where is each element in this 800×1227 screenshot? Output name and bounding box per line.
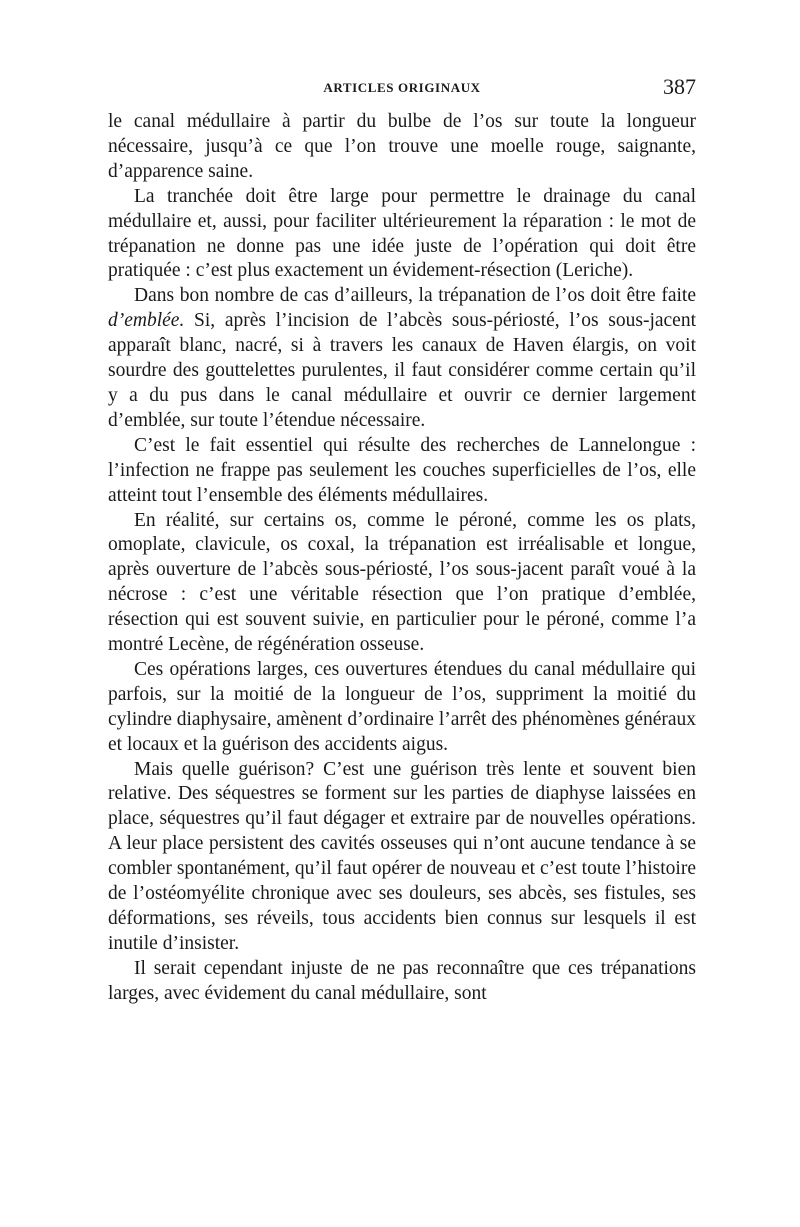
paragraph-6: Ces opérations larges, ces ouvertures étendues du canal médullaire qui parfois, sur la moitié de la longueur de l’os, suppriment la moitié du cylindre diaphysaire, amènent d’ordinaire l’arrêt des phénomènes généraux et locaux et la guérison des accidents aigus.: [108, 658, 696, 755]
paragraph-4: C’est le fait essentiel qui résulte des recherches de Lannelongue : l’infection ne frappe pas seulement les couches superficielles de l’os, elle atteint tout l’ensemble des éléments médullaires.: [108, 434, 696, 506]
paragraph-8: Il serait cependant injuste de ne pas reconnaître que ces trépanations larges, avec évidement du canal médullaire, sont: [108, 957, 696, 1004]
paragraph-3-part-1: Dans bon nombre de cas d’ailleurs, la trépanation de l’os doit être faite: [134, 285, 696, 307]
paragraph-3-emphasis: d’emblée.: [108, 310, 185, 332]
paragraph-3: [108, 284, 696, 433]
page-number: 387: [663, 74, 696, 99]
article-body: [108, 110, 696, 1007]
paragraph-3-part-2: Si, après l’incision de l’abcès sous-périosté, l’os sous-jacent apparaît blanc, nacré, si à travers les canaux de Haven élargis, on voit sourdre des gouttelettes purulentes, il faut considérer comme certain qu’il y a du pus dans le canal médullaire et ouvrir ce dernier largement d’emblée, sur toute l’étendue nécessaire.: [108, 310, 696, 431]
paragraph-2: La tranchée doit être large pour permettre le drainage du canal médullaire et, aussi, pour faciliter ultérieurement la réparation : le mot de trépanation ne donne pas une idée juste de l’opération qui doit être pratiquée : c’est plus exactement un évidement-résection (Leriche).: [108, 185, 696, 282]
running-head: [108, 74, 696, 100]
paragraph-7: Mais quelle guérison? C’est une guérison très lente et souvent bien relative. Des séquestres se forment sur les parties de diaphyse laissées en place, séquestres qu’il faut dégager et extraire par de nouvelles opérations. A leur place persistent des cavités osseuses qui n’ont aucune tendance à se combler spontanément, qu’il faut opérer de nouveau et c’est toute l’histoire de l’ostéomyélite chronique avec ses douleurs, ses abcès, ses fistules, ses déformations, ses réveils, tous accidents bien connus sur lesquels il est inutile d’insister.: [108, 758, 696, 954]
page-header-title: ARTICLES ORIGINAUX: [323, 80, 481, 95]
paragraph-5: En réalité, sur certains os, comme le péroné, comme les os plats, omoplate, clavicule, os coxal, la trépanation est irréalisable et longue, après ouverture de l’abcès sous-périosté, l’os sous-jacent paraît voué à la nécrose : c’est une véritable résection que l’on pratique d’emblée, résection qui est souvent suivie, en particulier pour le péroné, comme l’a montré Lecène, de régénération osseuse.: [108, 509, 696, 656]
paragraph-1: le canal médullaire à partir du bulbe de l’os sur toute la longueur nécessaire, jusqu’à ce que l’on trouve une moelle rouge, saignante, d’apparence saine.: [108, 111, 696, 182]
